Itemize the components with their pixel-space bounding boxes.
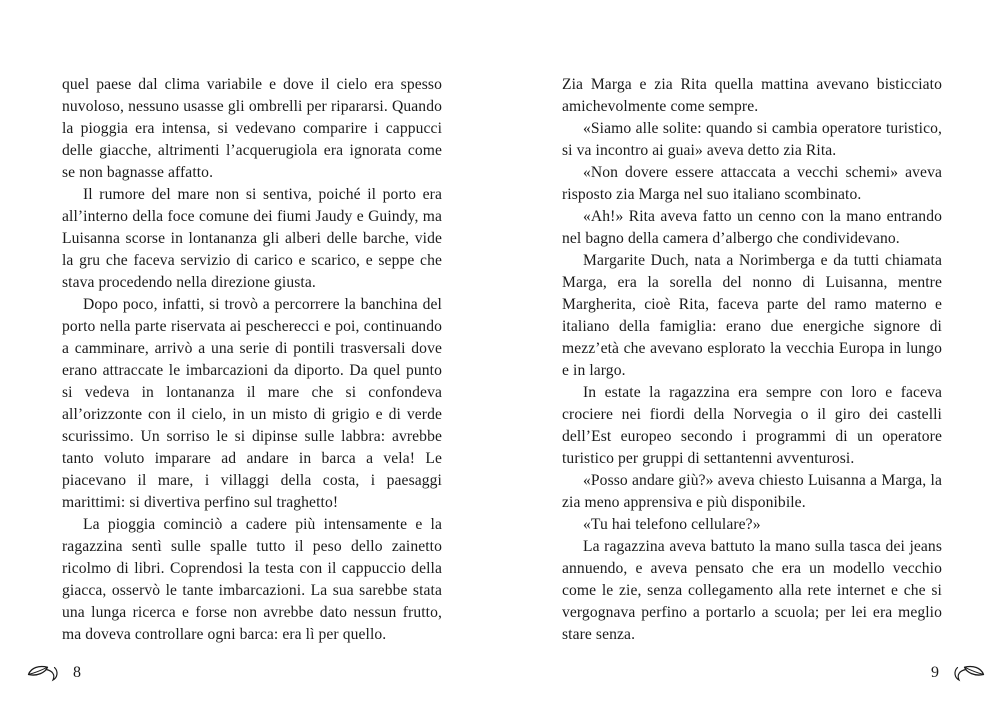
page-right-text-block — [562, 74, 942, 646]
paragraph: «Ah!» Rita aveva fatto un cenno con la mano entrando nel bagno della camera d’albergo che condividevano. — [562, 208, 942, 247]
paragraph: La ragazzina aveva battuto la mano sulla tasca dei jeans annuendo, e aveva pensato che era un modello vecchio come le zie, senza collegamento alla rete internet e che si vergognava perfino a portarlo a scuola; per lei era meglio stare senza. — [562, 538, 942, 643]
page-number-left: 8 — [73, 664, 81, 681]
paragraph: Zia Marga e zia Rita quella mattina avevano bisticciato amichevolmente come sempre. — [562, 76, 942, 115]
paragraph: La pioggia cominciò a cadere più intensamente e la ragazzina sentì sulle spalle tutto il peso dello zainetto ricolmo di libri. Coprendosi la testa con il cappuccio della giacca, osservò le tante imbarcazioni. La sua sarebbe stata una lunga ricerca e forse non avrebbe dato nessun frutto, ma doveva controllare ogni barca: era lì per quello. — [62, 516, 442, 643]
paragraph: «Non dovere essere attaccata a vecchi schemi» aveva risposto zia Marga nel suo italiano scombinato. — [562, 164, 942, 203]
leaf-fleuron-icon — [952, 663, 986, 684]
paragraph: «Siamo alle solite: quando si cambia operatore turistico, si va incontro ai guai» aveva detto zia Rita. — [562, 120, 942, 159]
page-left-footer — [26, 660, 81, 686]
page-number-right: 9 — [931, 664, 939, 681]
paragraph: quel paese dal clima variabile e dove il cielo era spesso nuvoloso, nessuno usasse gli ombrelli per ripararsi. Quando la pioggia era intensa, si vedevano comparire i cappucci delle giacche, altrimenti l’acquerugiola era ignorata come se non bagnasse affatto. — [62, 76, 442, 181]
paragraph: Dopo poco, infatti, si trovò a percorrere la banchina del porto nella parte riservata ai pescherecci e poi, continuando a camminare, arrivò a una serie di pontili trasversali dove erano attraccate le imbarcazioni da diporto. Da quel punto si vedeva in lontananza il mare che si confondeva all’orizzonte con il cielo, in un misto di grigio e di verde scurissimo. Un sorriso le si dipinse sulle labbra: avrebbe tanto voluto imparare ad andare in barca a vela! Le piacevano il mare, i villaggi della costa, i paesaggi marittimi: si divertiva perfino sul traghetto! — [62, 296, 442, 511]
paragraph: Il rumore del mare non si sentiva, poiché il porto era all’interno della foce comune dei fiumi Jaudy e Guindy, ma Luisanna scorse in lontananza gli alberi delle barche, vide la gru che faceva servizio di carico e scarico, e seppe che stava procedendo nella direzione giusta. — [62, 186, 442, 291]
page-right — [500, 0, 1000, 719]
paragraph: «Posso andare giù?» aveva chiesto Luisanna a Marga, la zia meno apprensiva e più disponibile. — [562, 472, 942, 511]
paragraph: In estate la ragazzina era sempre con loro e faceva crociere nei fiordi della Norvegia o il giro dei castelli dell’Est europeo secondo i programmi di un operatore turistico per gruppi di settantenni avventurosi. — [562, 384, 942, 467]
leaf-fleuron-icon — [26, 663, 60, 684]
paragraph: Margarite Duch, nata a Norimberga e da tutti chiamata Marga, era la sorella del nonno di Luisanna, mentre Margherita, cioè Rita, faceva parte del ramo materno e italiano della famiglia: erano due energiche signore di mezz’età che avevano esplorato la vecchia Europa in lungo e in largo. — [562, 252, 942, 379]
page-left-text-block — [62, 74, 442, 646]
page-right-footer — [931, 660, 986, 686]
paragraph: «Tu hai telefono cellulare?» — [583, 516, 761, 533]
